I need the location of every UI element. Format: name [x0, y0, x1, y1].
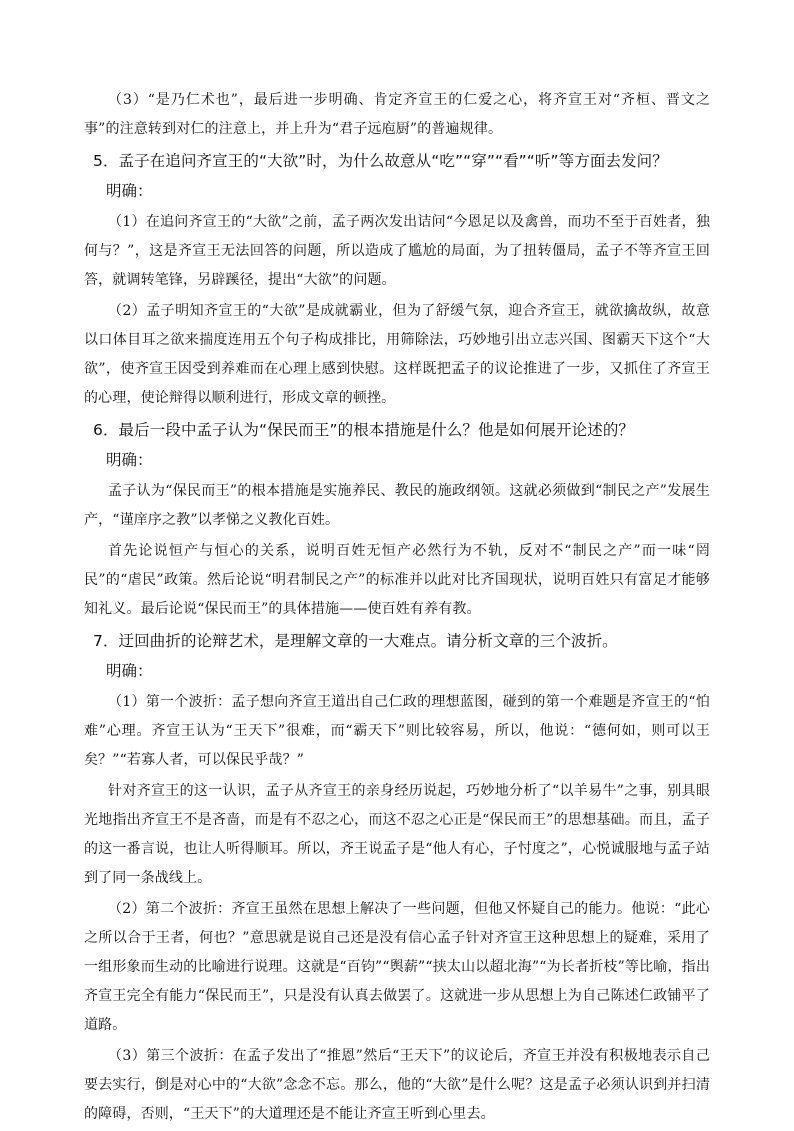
answer-7-point-1: （1）第一个波折：孟子想向齐宣王道出自己仁政的理想蓝图，碰到的第一个难题是齐宣王的“怕难”心理。齐宣王认为“王天下”很难，而“霸天下”则比较容易，所以，他说：“德何如，则可以王矣？”“若寡人者，可以保民乎哉？”: [84, 694, 710, 768]
answer-label-5: 明确：: [106, 182, 153, 200]
answer-7-point-4: （3）第三个波折：在孟子发出了“推恩”然后“王天下”的议论后，齐宣王并没有积极地表示自己要去实行，倒是对心中的“大欲”念念不忘。那么，他的“大欲”是什么呢？这是孟子必须认识到并扫清的障碍，否则，“王天下”的大道理还是不能让齐宣王听到心里去。: [84, 1048, 710, 1122]
answer-6-point-2: 首先论说恒产与恒心的关系，说明百姓无恒产必然行为不轨，反对不“制民之产”而一味“罔民”的“虐民”政策。然后论说“明君制民之产”的标准并以此对比齐国现状，说明百姓只有富足才能够知礼义。最后论说“保民而王”的具体措施——使百姓有养有教。: [84, 543, 710, 617]
paragraph-p0: （3）“是乃仁术也”，最后进一步明确、肯定齐宣王的仁爱之心，将齐宣王对“齐桓、晋文之事”的注意转到对仁的注意上，并上升为“君子远庖厨”的普遍规律。: [84, 92, 710, 137]
answer-7-point-2: 针对齐宣王的这一认识，孟子从齐宣王的亲身经历说起，巧妙地分析了“以羊易牛”之事，别具眼光地指出齐宣王不是吝啬，而是有不忍之心，而这不忍之心正是“保民而王”的思想基础。而且，孟子的这一番言说，也让人听得顺耳。所以，齐王说孟子是“他人有心，子忖度之”，心悦诚服地与孟子站到了同一条战线上。: [84, 783, 710, 886]
question-5: 5．孟子在追问齐宣王的“大欲”时，为什么故意从“吃”“穿”“看”“听”等方面去发问？: [93, 152, 668, 170]
answer-5-point-1: （1）在追问齐宣王的“大欲”之前，孟子两次发出诘问“今恩足以及禽兽，而功不至于百姓者，独何与？”，这是齐宣王无法回答的问题，所以造成了尴尬的局面，为了扭转僵局，孟子不等齐宣王回答，就调转笔锋，另辟蹊径，提出“大欲”的问题。: [84, 214, 710, 288]
answer-5-point-2: （2）孟子明知齐宣王的“大欲”是成就霸业，但为了舒缓气氛，迎合齐宣王，就欲擒故纵，故意以口体目耳之欲来揣度连用五个句子构成排比，用筛除法，巧妙地引出立志兴国、图霸天下这个“大欲”，使齐宣王因受到养难而在心理上感到快慰。这样既把孟子的议论推进了一步，又抓住了齐宣王的心理，使论辩得以顺利进行，形成文章的顿挫。: [84, 303, 710, 406]
document-body: [84, 86, 710, 1131]
question-7: 7．迂回曲折的论辩艺术，是理解文章的一大难点。请分析文章的三个波折。: [93, 632, 618, 650]
question-6: 6．最后一段中孟子认为“保民而王”的根本措施是什么？他是如何展开论述的？: [93, 421, 635, 439]
answer-7-point-3: （2）第二个波折：齐宣王虽然在思想上解决了一些问题，但他又怀疑自己的能力。他说：“此心之所以合于王者，何也？”意思就是说自己还是没有信心孟子针对齐宣王这种思想上的疑难，采用了一组形象而生动的比喻进行说理。这就是“百钧”“舆薪”“挟太山以超北海”“为长者折枝”等比喻，指出齐宣王完全有能力“保民而王”，只是没有认真去做罢了。这就进一步从思想上为自己陈述仁政铺平了道路。: [84, 901, 710, 1033]
answer-label-7: 明确：: [106, 662, 153, 680]
answer-label-6: 明确：: [106, 451, 153, 469]
answer-6-point-1: 孟子认为“保民而王”的根本措施是实施养民、教民的施政纲领。这就必须做到“制民之产”发展生产，“谨庠序之教”以孝悌之义教化百姓。: [84, 483, 710, 528]
